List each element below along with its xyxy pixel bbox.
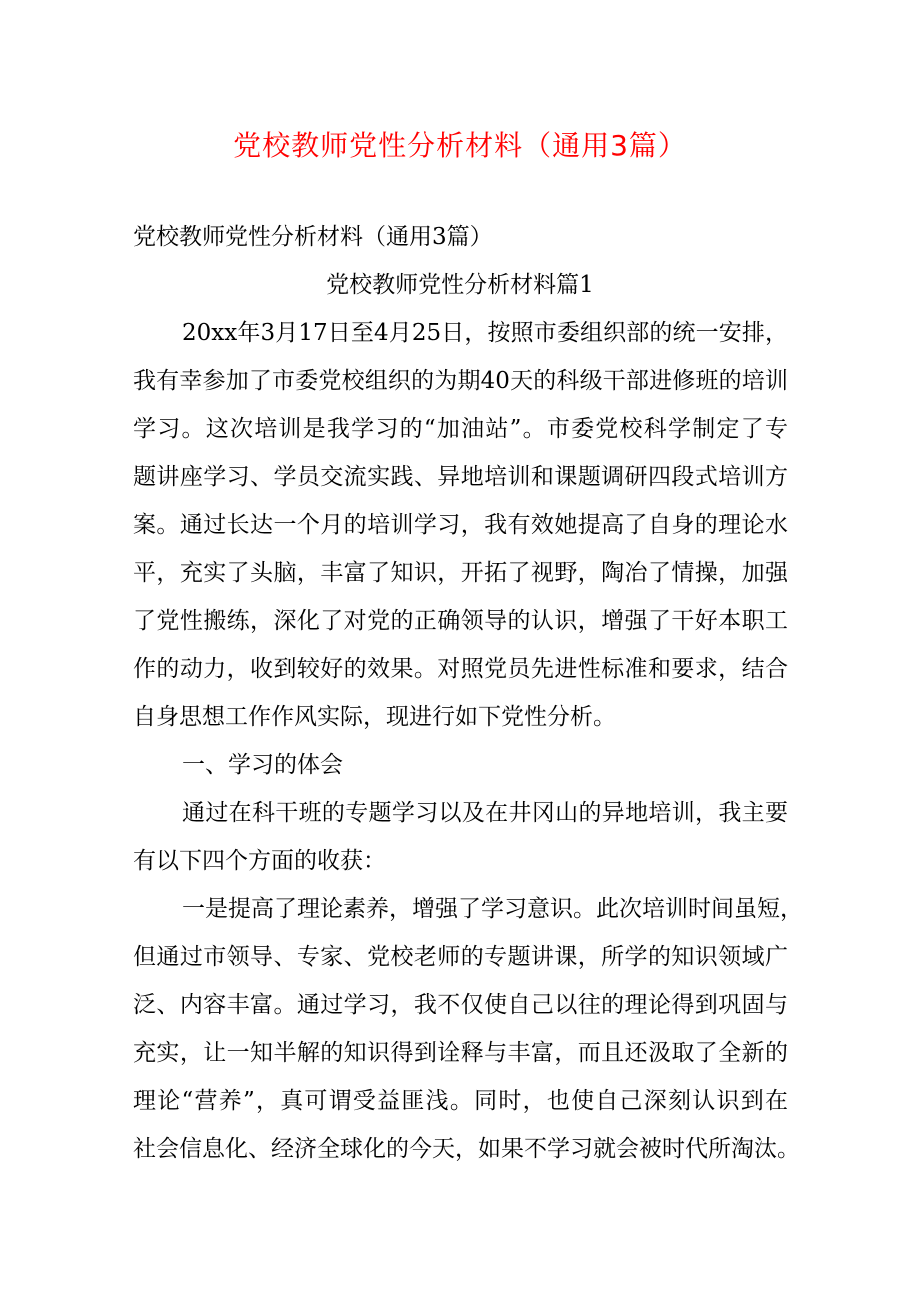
document-subtitle: 党校教师党性分析材料（通用3篇）	[133, 224, 493, 250]
paragraph-line: 案。通过长达一个月的培训学习，我有效她提高了自身的理论水	[133, 512, 788, 538]
paragraph-line: 自身思想工作作风实际，现进行如下党性分析。	[133, 704, 616, 730]
paragraph-line: 通过在科干班的专题学习以及在井冈山的异地培训，我主要	[182, 800, 788, 826]
section-title: 党校教师党性分析材料篇1	[326, 272, 594, 298]
paragraph-line: 作的动力，收到较好的效果。对照党员先进性标准和要求，结合	[133, 656, 788, 682]
paragraph-line: 一是提高了理论素养，增强了学习意识。此次培训时间虽短，	[182, 896, 803, 922]
paragraph-line: 社会信息化、经济全球化的今天，如果不学习就会被时代所淘汰。	[133, 1136, 800, 1162]
paragraph-line: 题讲座学习、学员交流实践、异地培训和课题调研四段式培训方	[133, 464, 788, 490]
paragraph-line: 学习。这次培训是我学习的“加油站”。市委党校科学制定了专	[133, 416, 788, 442]
paragraph-line: 20xx年3月17日至4月25日，按照市委组织部的统一安排，	[182, 320, 788, 346]
paragraph-line: 但通过市领导、专家、党校老师的专题讲课，所学的知识领域广	[133, 944, 788, 970]
paragraph-line: 有以下四个方面的收获：	[133, 848, 386, 874]
paragraph-line: 我有幸参加了市委党校组织的为期40天的科级干部进修班的培训	[133, 368, 788, 394]
paragraph-line: 理论“营养”，真可谓受益匪浅。同时，也使自己深刻认识到在	[133, 1088, 788, 1114]
document-title: 党校教师党性分析材料（通用3篇）	[233, 129, 687, 162]
paragraph-line: 泛、内容丰富。通过学习，我不仅使自己以往的理论得到巩固与	[133, 992, 788, 1018]
paragraph-line: 平，充实了头脑，丰富了知识，开拓了视野，陶冶了情操，加强	[133, 560, 788, 586]
paragraph-line: 了党性搬练，深化了对党的正确领导的认识，增强了干好本职工	[133, 608, 788, 634]
section-heading: 一、学习的体会	[182, 752, 343, 778]
paragraph-line: 充实，让一知半解的知识得到诠释与丰富，而且还汲取了全新的	[133, 1040, 788, 1066]
